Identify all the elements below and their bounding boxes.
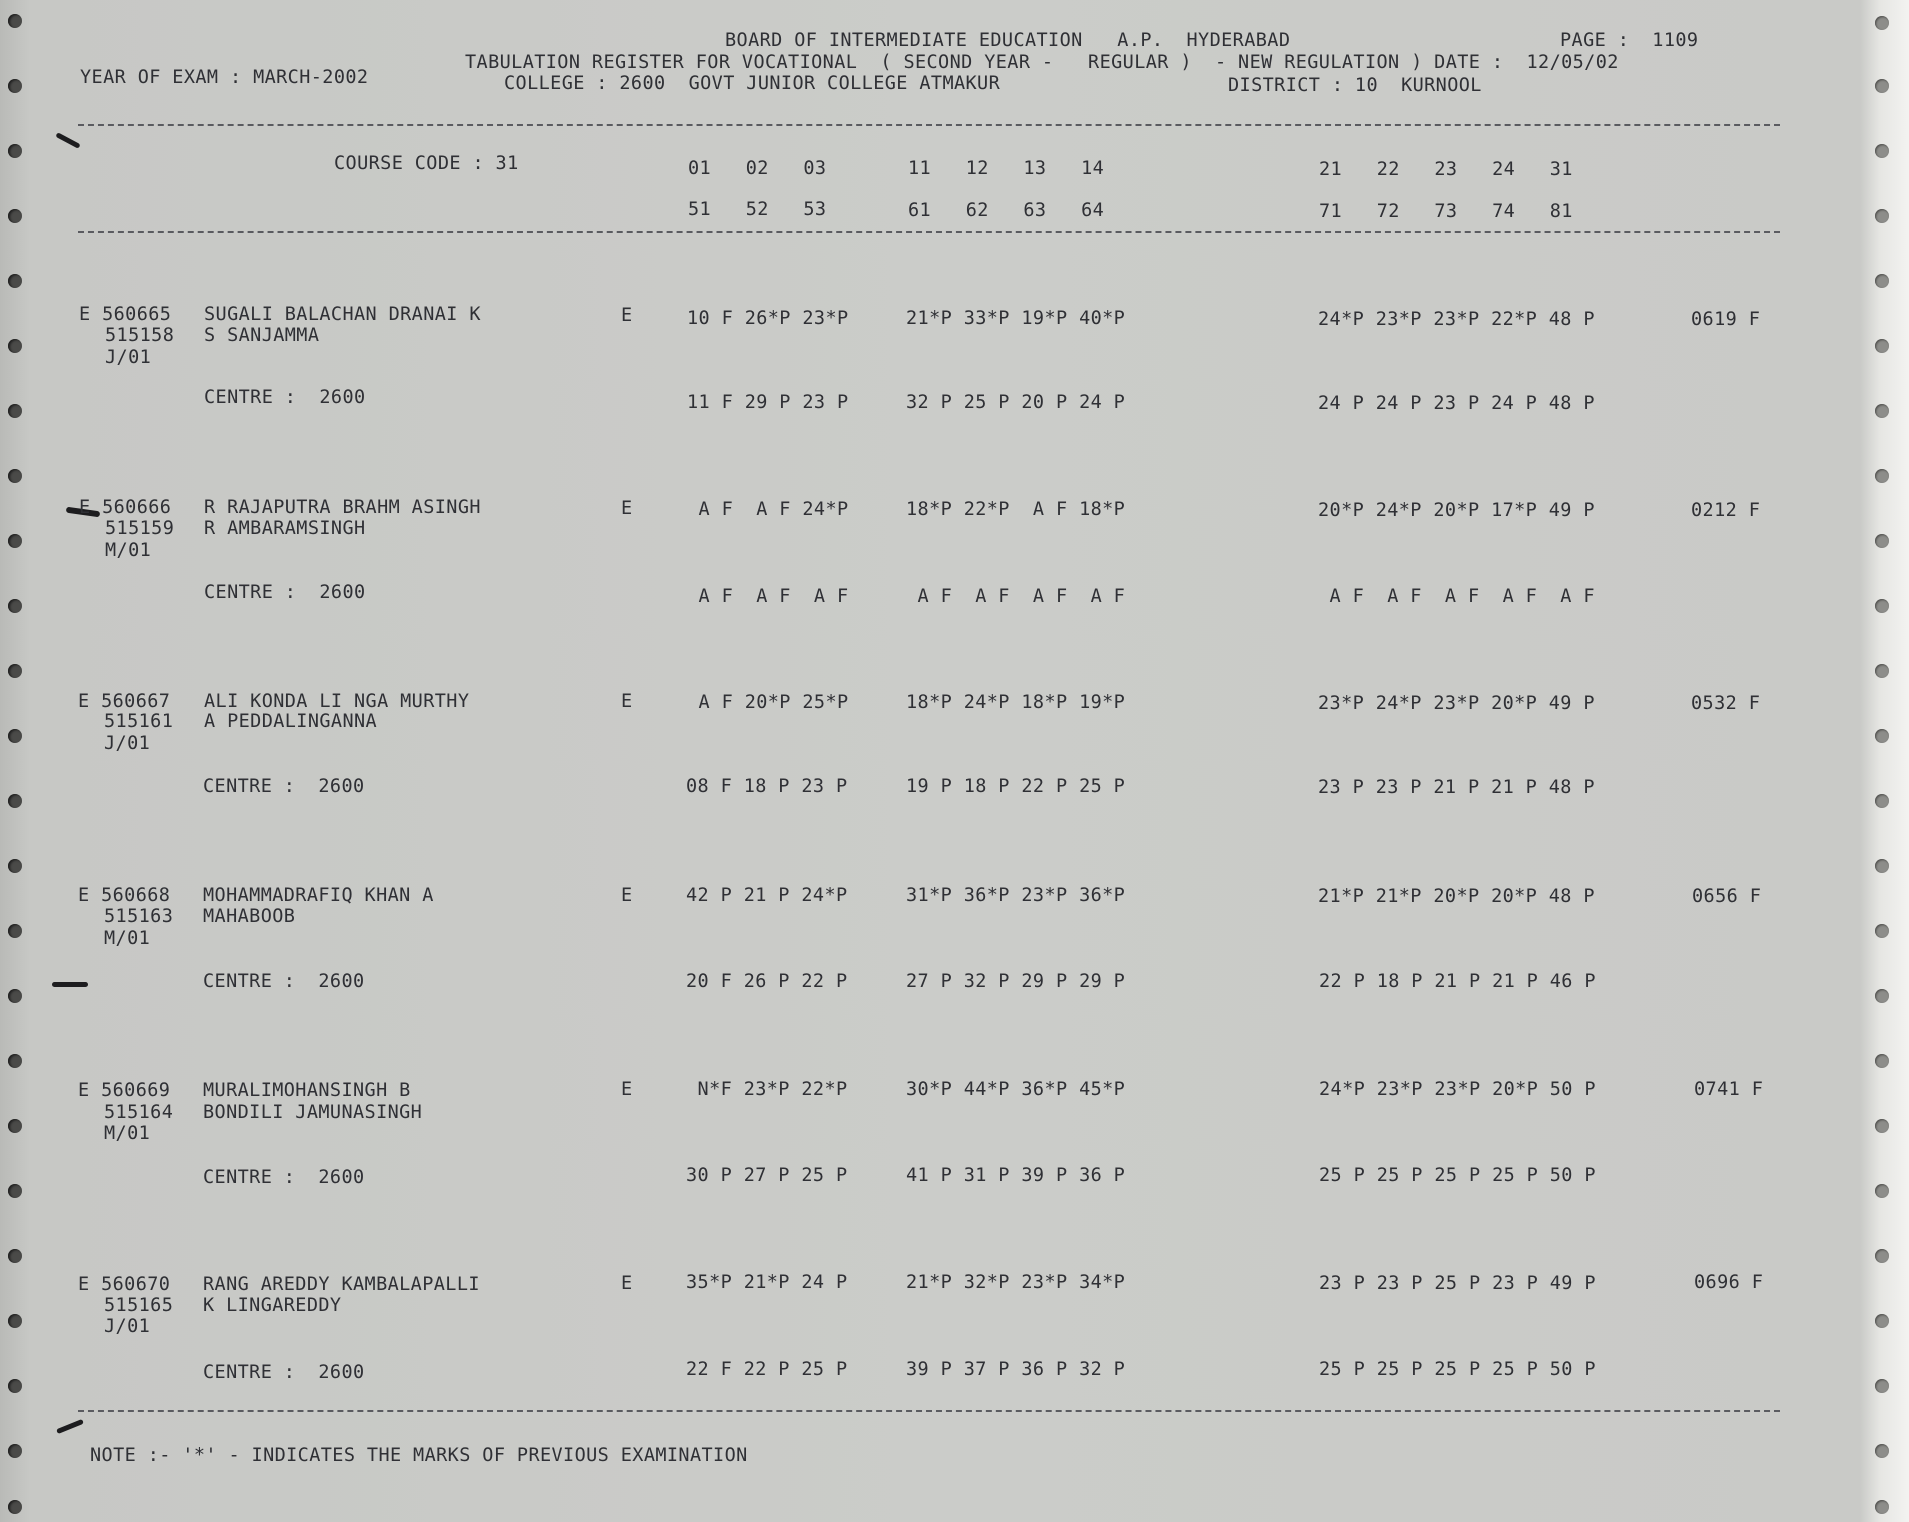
district-name: DISTRICT : 10 KURNOOL xyxy=(1228,75,1482,96)
marks-second-appearance: 19 P 18 P 22 P 25 P xyxy=(906,776,1126,797)
parent-name: K LINGAREDDY xyxy=(203,1295,342,1316)
registration-number: 515165 xyxy=(104,1295,174,1316)
page-number: PAGE : 1109 xyxy=(1560,30,1699,51)
parent-name: R AMBARAMSINGH xyxy=(204,518,366,539)
marks-first-appearance: 35*P 21*P 24 P xyxy=(686,1272,848,1293)
pen-mark xyxy=(56,1419,84,1434)
marks-first-appearance: 42 P 21 P 24*P xyxy=(686,885,848,906)
pen-mark xyxy=(52,982,88,987)
marks-first-appearance: 21*P 33*P 19*P 40*P xyxy=(906,308,1126,329)
exam-flag: E xyxy=(621,498,633,519)
subject-codes-row1-group2: 11 12 13 14 xyxy=(908,158,1105,179)
marks-second-appearance: 32 P 25 P 20 P 24 P xyxy=(906,392,1126,413)
marks-second-appearance: 22 P 18 P 21 P 21 P 46 P xyxy=(1319,971,1596,992)
board-title: BOARD OF INTERMEDIATE EDUCATION A.P. HYDERABAD xyxy=(725,30,1291,51)
subject-codes-row2-group3: 71 72 73 74 81 xyxy=(1319,201,1573,222)
medium-code: J/01 xyxy=(104,733,151,754)
marks-second-appearance: A F A F A F A F A F xyxy=(1318,586,1595,607)
total-result: 0696 F xyxy=(1694,1272,1764,1293)
hall-ticket-number: E 560666 xyxy=(79,497,172,518)
hall-ticket-number: E 560665 xyxy=(79,304,172,325)
parent-name: S SANJAMMA xyxy=(204,325,320,346)
registration-number: 515158 xyxy=(105,325,175,346)
student-name: RANG AREDDY KAMBALAPALLI xyxy=(203,1274,480,1295)
centre-code: CENTRE : 2600 xyxy=(204,387,366,408)
centre-code: CENTRE : 2600 xyxy=(203,776,365,797)
total-result: 0532 F xyxy=(1691,693,1761,714)
marks-first-appearance: 21*P 21*P 20*P 20*P 48 P xyxy=(1318,886,1595,907)
parent-name: MAHABOOB xyxy=(203,906,296,927)
hall-ticket-number: E 560670 xyxy=(78,1274,171,1295)
marks-first-appearance: 23 P 23 P 25 P 23 P 49 P xyxy=(1319,1273,1596,1294)
marks-second-appearance: 24 P 24 P 23 P 24 P 48 P xyxy=(1318,393,1595,414)
total-result: 0619 F xyxy=(1691,309,1761,330)
marks-second-appearance: A F A F A F xyxy=(687,586,849,607)
centre-code: CENTRE : 2600 xyxy=(203,1167,365,1188)
student-name: ALI KONDA LI NGA MURTHY xyxy=(204,691,470,712)
college-name: COLLEGE : 2600 GOVT JUNIOR COLLEGE ATMAKUR xyxy=(504,73,1001,94)
marks-first-appearance: 24*P 23*P 23*P 22*P 48 P xyxy=(1318,309,1595,330)
left-tractor-feed-holes xyxy=(0,0,30,1522)
course-code: COURSE CODE : 31 xyxy=(334,153,519,174)
marks-first-appearance: 30*P 44*P 36*P 45*P xyxy=(906,1079,1126,1100)
marks-second-appearance: 22 F 22 P 25 P xyxy=(686,1359,848,1380)
marks-first-appearance: A F A F 24*P xyxy=(687,499,849,520)
total-result: 0741 F xyxy=(1694,1079,1764,1100)
student-name: R RAJAPUTRA BRAHM ASINGH xyxy=(204,497,481,518)
marks-first-appearance: 20*P 24*P 20*P 17*P 49 P xyxy=(1318,500,1595,521)
medium-code: J/01 xyxy=(105,347,152,368)
marks-second-appearance: 41 P 31 P 39 P 36 P xyxy=(906,1165,1126,1186)
marks-first-appearance: 23*P 24*P 23*P 20*P 49 P xyxy=(1318,693,1595,714)
marks-second-appearance: 23 P 23 P 21 P 21 P 48 P xyxy=(1318,777,1595,798)
divider-line xyxy=(78,231,1780,233)
centre-code: CENTRE : 2600 xyxy=(203,1362,365,1383)
subject-codes-row2-group1: 51 52 53 xyxy=(688,199,827,220)
marks-second-appearance: 27 P 32 P 29 P 29 P xyxy=(906,971,1126,992)
exam-flag: E xyxy=(621,305,633,326)
student-name: SUGALI BALACHAN DRANAI K xyxy=(204,304,481,325)
marks-first-appearance: N*F 23*P 22*P xyxy=(686,1079,848,1100)
marks-second-appearance: 39 P 37 P 36 P 32 P xyxy=(906,1359,1126,1380)
divider-line xyxy=(78,124,1780,126)
marks-first-appearance: 18*P 22*P A F 18*P xyxy=(906,499,1126,520)
subject-codes-row1-group1: 01 02 03 xyxy=(688,158,827,179)
exam-flag: E xyxy=(621,691,633,712)
exam-flag: E xyxy=(621,885,633,906)
medium-code: J/01 xyxy=(104,1316,151,1337)
student-name: MOHAMMADRAFIQ KHAN A xyxy=(203,885,434,906)
exam-flag: E xyxy=(621,1273,633,1294)
medium-code: M/01 xyxy=(104,928,151,949)
marks-second-appearance: 11 F 29 P 23 P xyxy=(687,392,849,413)
hall-ticket-number: E 560669 xyxy=(78,1080,171,1101)
marks-second-appearance: A F A F A F A F xyxy=(906,586,1126,607)
marks-first-appearance: 21*P 32*P 23*P 34*P xyxy=(906,1272,1126,1293)
hall-ticket-number: E 560668 xyxy=(78,885,171,906)
marks-first-appearance: 31*P 36*P 23*P 36*P xyxy=(906,885,1126,906)
student-name: MURALIMOHANSINGH B xyxy=(203,1080,411,1101)
exam-flag: E xyxy=(621,1079,633,1100)
registration-number: 515159 xyxy=(105,518,175,539)
registration-number: 515164 xyxy=(104,1102,174,1123)
centre-code: CENTRE : 2600 xyxy=(203,971,365,992)
parent-name: BONDILI JAMUNASINGH xyxy=(203,1102,423,1123)
registration-number: 515163 xyxy=(104,906,174,927)
right-tractor-feed-holes xyxy=(1868,0,1898,1522)
marks-second-appearance: 25 P 25 P 25 P 25 P 50 P xyxy=(1319,1359,1596,1380)
divider-line xyxy=(78,1410,1780,1412)
subject-codes-row2-group2: 61 62 63 64 xyxy=(908,200,1105,221)
footnote: NOTE :- '*' - INDICATES THE MARKS OF PREVIOUS EXAMINATION xyxy=(90,1445,748,1466)
hall-ticket-number: E 560667 xyxy=(78,691,171,712)
marks-second-appearance: 25 P 25 P 25 P 25 P 50 P xyxy=(1319,1165,1596,1186)
subject-codes-row1-group3: 21 22 23 24 31 xyxy=(1319,159,1573,180)
parent-name: A PEDDALINGANNA xyxy=(204,711,378,732)
marks-first-appearance: 18*P 24*P 18*P 19*P xyxy=(906,692,1126,713)
pen-mark xyxy=(55,132,80,149)
total-result: 0212 F xyxy=(1691,500,1761,521)
marks-first-appearance: 24*P 23*P 23*P 20*P 50 P xyxy=(1319,1079,1596,1100)
marks-second-appearance: 30 P 27 P 25 P xyxy=(686,1165,848,1186)
centre-code: CENTRE : 2600 xyxy=(204,582,366,603)
marks-first-appearance: A F 20*P 25*P xyxy=(687,692,849,713)
marks-first-appearance: 10 F 26*P 23*P xyxy=(687,308,849,329)
register-title: TABULATION REGISTER FOR VOCATIONAL ( SECOND YEAR - REGULAR ) - NEW REGULATION ) DATE : 12/05/02 xyxy=(465,52,1619,73)
marks-second-appearance: 08 F 18 P 23 P xyxy=(686,776,848,797)
registration-number: 515161 xyxy=(104,711,174,732)
total-result: 0656 F xyxy=(1692,886,1762,907)
marks-second-appearance: 20 F 26 P 22 P xyxy=(686,971,848,992)
year-of-exam: YEAR OF EXAM : MARCH-2002 xyxy=(80,67,369,88)
medium-code: M/01 xyxy=(104,1123,151,1144)
medium-code: M/01 xyxy=(105,540,152,561)
